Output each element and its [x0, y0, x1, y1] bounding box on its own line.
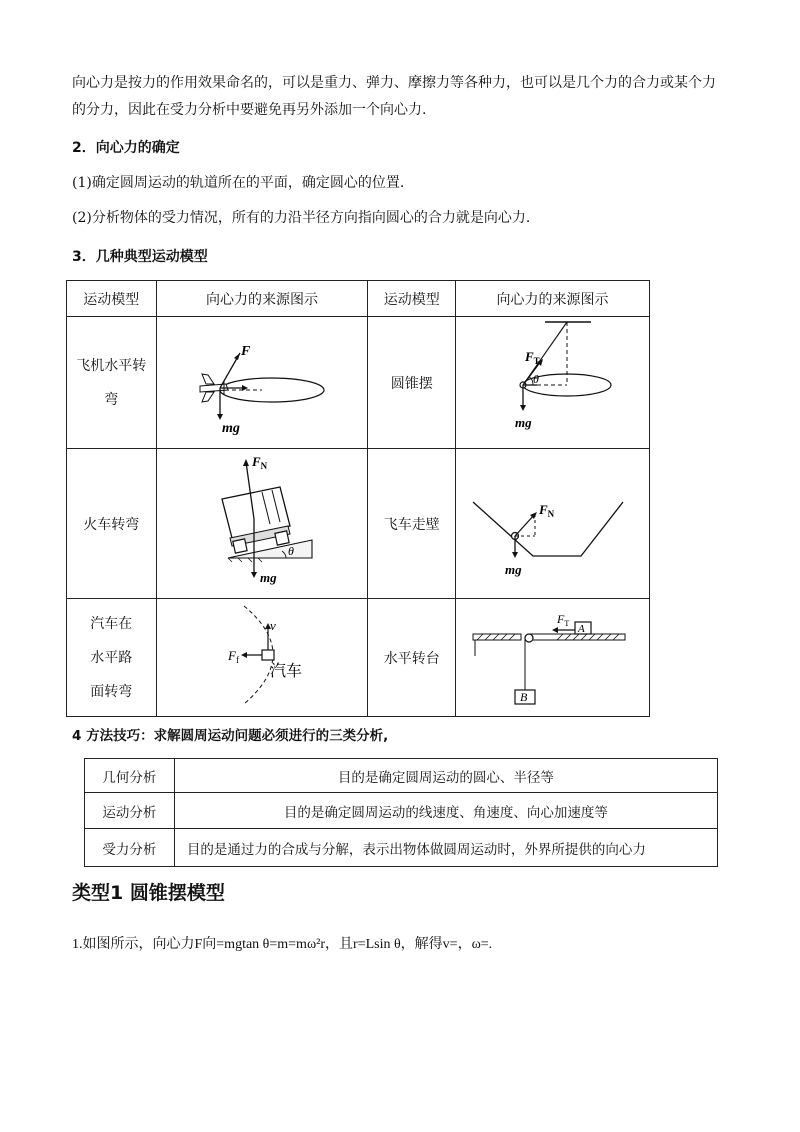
label-mg: mg — [504, 561, 522, 577]
label-mg: mg — [260, 569, 277, 585]
car-turn-diagram — [162, 602, 362, 714]
model-label: 飞机水平转 — [76, 357, 147, 374]
car-figure-cell — [156, 599, 368, 717]
label-Ff: $F_f$ — [228, 647, 239, 665]
table-row — [67, 317, 650, 449]
arrowhead-icon — [520, 405, 526, 411]
label-mg: mg — [514, 414, 532, 430]
method-label: 几何分析 — [85, 759, 175, 793]
train-figure-cell — [156, 449, 368, 599]
label-car-text: 汽车 — [270, 660, 303, 680]
arrowhead-icon — [552, 627, 558, 633]
label-theta: θ — [288, 543, 294, 558]
table-row — [85, 829, 718, 867]
arrowhead-icon — [243, 459, 249, 466]
section-2-item-2: (2)分析物体的受力情况，所有的力沿半径方向指向圆心的合力就是向心力. — [72, 210, 531, 226]
section-4-heading: 4 方法技巧：求解圆周运动问题必须进行的三类分析, — [72, 728, 389, 744]
airplane-turn-diagram — [162, 328, 362, 438]
intro-line-1: 向心力是按力的作用效果命名的，可以是重力、弹力、摩擦力等各种力，也可以是几个力的合力或某个力 — [72, 75, 716, 91]
pulley-circle — [525, 634, 533, 642]
model-label: 水平路 — [90, 649, 133, 666]
plane-figure-cell — [156, 317, 368, 449]
label-FN: $F_N$ — [252, 453, 268, 471]
model-label: 火车转弯 — [83, 516, 140, 533]
model-label: 汽车在 — [90, 615, 133, 632]
turntable-diagram — [463, 608, 643, 708]
arrowhead-icon — [512, 552, 518, 558]
method-value: 目的是确定圆周运动的圆心、半径等 — [174, 759, 717, 793]
type-1-heading: 类型1 圆锥摆模型 — [72, 882, 225, 904]
header-cell: 运动模型 — [67, 281, 157, 317]
label-theta: θ — [532, 371, 539, 386]
arrowhead-icon — [241, 652, 247, 658]
normal-force-arrow — [515, 514, 535, 536]
models-table — [66, 280, 650, 717]
model-label-cell — [67, 599, 157, 717]
table-row — [85, 793, 718, 829]
label-F: F — [241, 343, 251, 359]
model-label-cell — [368, 317, 456, 449]
turntable-figure-cell — [456, 599, 650, 717]
table-row — [67, 449, 650, 599]
header-cell: 向心力的来源图示 — [456, 281, 650, 317]
intro-line-2: 的分力，因此在受力分析中要避免再另外添加一个向心力. — [72, 102, 427, 118]
wall-of-death-figure-cell — [456, 449, 650, 599]
car-box — [262, 650, 274, 660]
train-turn-diagram — [162, 454, 362, 594]
section-2-heading: 2．向心力的确定 — [72, 140, 180, 156]
section-2-item-1: (1)确定圆周运动的轨道所在的平面，确定圆心的位置. — [72, 175, 405, 191]
arrowhead-icon — [234, 353, 240, 360]
label-A: A — [577, 622, 585, 635]
model-label-cell — [368, 599, 456, 717]
section-3-heading: 3．几种典型运动模型 — [72, 249, 208, 265]
model-label: 圆锥摆 — [390, 375, 433, 392]
model-label: 面转弯 — [90, 683, 133, 700]
model-label: 弯 — [104, 391, 119, 408]
model-label-cell — [368, 449, 456, 599]
method-label: 运动分析 — [85, 793, 175, 829]
label-v: v — [270, 617, 276, 633]
label-B: B — [519, 689, 527, 704]
table-row — [85, 759, 718, 793]
model-label-cell — [67, 317, 157, 449]
model-label: 水平转台 — [383, 650, 440, 667]
model-label-cell — [67, 449, 157, 599]
method-label: 受力分析 — [85, 829, 175, 867]
conical-pendulum-figure-cell — [456, 317, 650, 449]
method-table — [84, 758, 718, 867]
header-cell: 向心力的来源图示 — [156, 281, 368, 317]
method-value: 目的是通过力的合成与分解，表示出物体做圆周运动时，外界所提供的向心力 — [174, 829, 717, 867]
arrowhead-icon — [217, 414, 223, 420]
label-FN: $F_N$ — [538, 501, 554, 519]
method-value: 目的是确定圆周运动的线速度、角速度、向心加速度等 — [174, 793, 717, 829]
models-table-header — [67, 281, 650, 317]
type-1-text: 1.如图所示，向心力F向=mgtan θ=m=mω²r，且r=Lsin θ，解得v=，ω=. — [72, 937, 493, 952]
label-FT: $F_T$ — [556, 611, 569, 628]
label-mg: mg — [222, 420, 240, 436]
wall-of-death-diagram — [463, 464, 643, 584]
conical-pendulum-diagram — [463, 319, 643, 447]
model-label: 飞车走壁 — [383, 516, 440, 533]
label-FT: $F_T$ — [524, 348, 540, 366]
table-row — [67, 599, 650, 717]
header-cell: 运动模型 — [368, 281, 456, 317]
train-car-icon — [222, 487, 290, 553]
arrowhead-icon — [251, 572, 257, 578]
